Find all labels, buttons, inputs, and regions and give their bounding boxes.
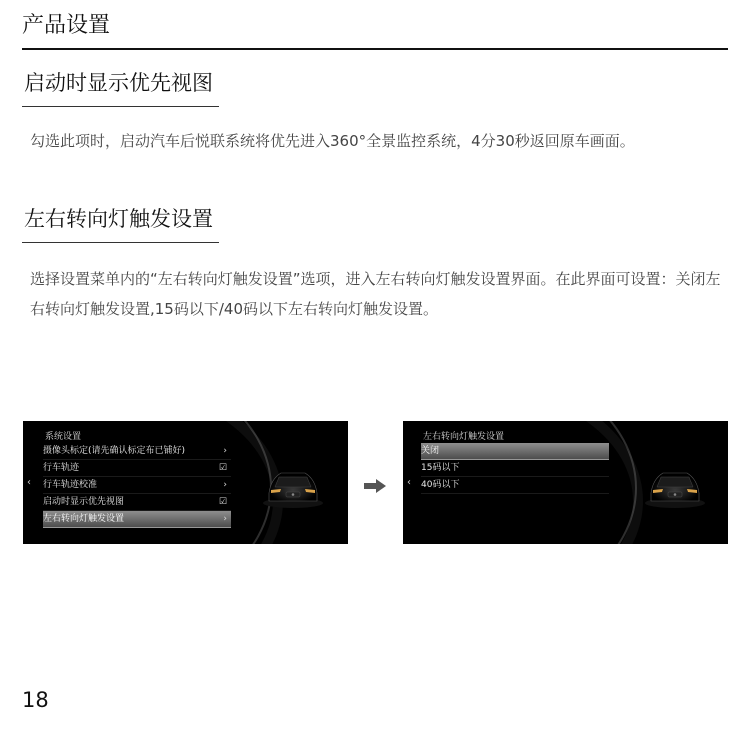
page-number: 18 — [22, 688, 49, 712]
section-title-startup-view: 启动时显示优先视图 — [22, 68, 219, 107]
checkbox-checked-icon[interactable]: ☑ — [218, 463, 227, 473]
menu-item-label: 关闭 — [421, 446, 440, 456]
chevron-right-icon: › — [223, 514, 227, 524]
section-body-startup-view: 勾选此项时，启动汽车后悦联系统将优先进入360°全景监控系统，4分30秒返回原车画面。 — [30, 132, 635, 150]
screen-system-settings — [23, 421, 348, 544]
menu-item-camera-calibration[interactable] — [43, 443, 231, 460]
menu-item-label: 15码以下 — [421, 463, 460, 473]
menu-item-label: 摄像头标定(请先确认标定布已铺好) — [43, 446, 186, 456]
screen-title: 系统设置 — [45, 432, 82, 442]
chevron-right-icon: › — [223, 480, 227, 490]
chevron-right-icon: › — [223, 446, 227, 456]
menu-item-track-calibration[interactable] — [43, 477, 231, 494]
screen-title: 左右转向灯触发设置 — [423, 432, 505, 442]
menu-item-label: 40码以下 — [421, 480, 460, 490]
menu-item-off[interactable] — [421, 443, 609, 460]
arrow-right-icon — [364, 479, 386, 493]
section-body-turn-signal: 选择设置菜单内的“左右转向灯触发设置”选项，进入左右转向灯触发设置界面。在此界面可设置：关闭左右转向灯触发设置,15码以下/40码以下左右转向灯触发设置。 — [30, 270, 721, 318]
menu-item-below-40[interactable] — [421, 477, 609, 494]
menu-item-below-15[interactable] — [421, 460, 609, 477]
section-title-turn-signal: 左右转向灯触发设置 — [22, 204, 219, 243]
car-icon — [643, 459, 707, 509]
menu-item-turn-signal[interactable] — [43, 511, 231, 528]
page-title: 产品设置 — [22, 10, 728, 50]
menu-item-startup-view[interactable] — [43, 494, 231, 511]
back-chevron-icon[interactable]: ‹ — [27, 477, 31, 488]
screen-turn-signal-settings — [403, 421, 728, 544]
back-chevron-icon[interactable]: ‹ — [407, 477, 411, 488]
car-icon — [261, 459, 325, 509]
menu-item-label: 行车轨迹校准 — [43, 480, 98, 490]
menu-item-label: 左右转向灯触发设置 — [43, 514, 125, 524]
menu-item-label: 启动时显示优先视图 — [43, 497, 125, 507]
checkbox-checked-icon[interactable]: ☑ — [218, 497, 227, 507]
menu-item-label: 行车轨迹 — [43, 463, 80, 473]
menu-item-driving-track[interactable] — [43, 460, 231, 477]
